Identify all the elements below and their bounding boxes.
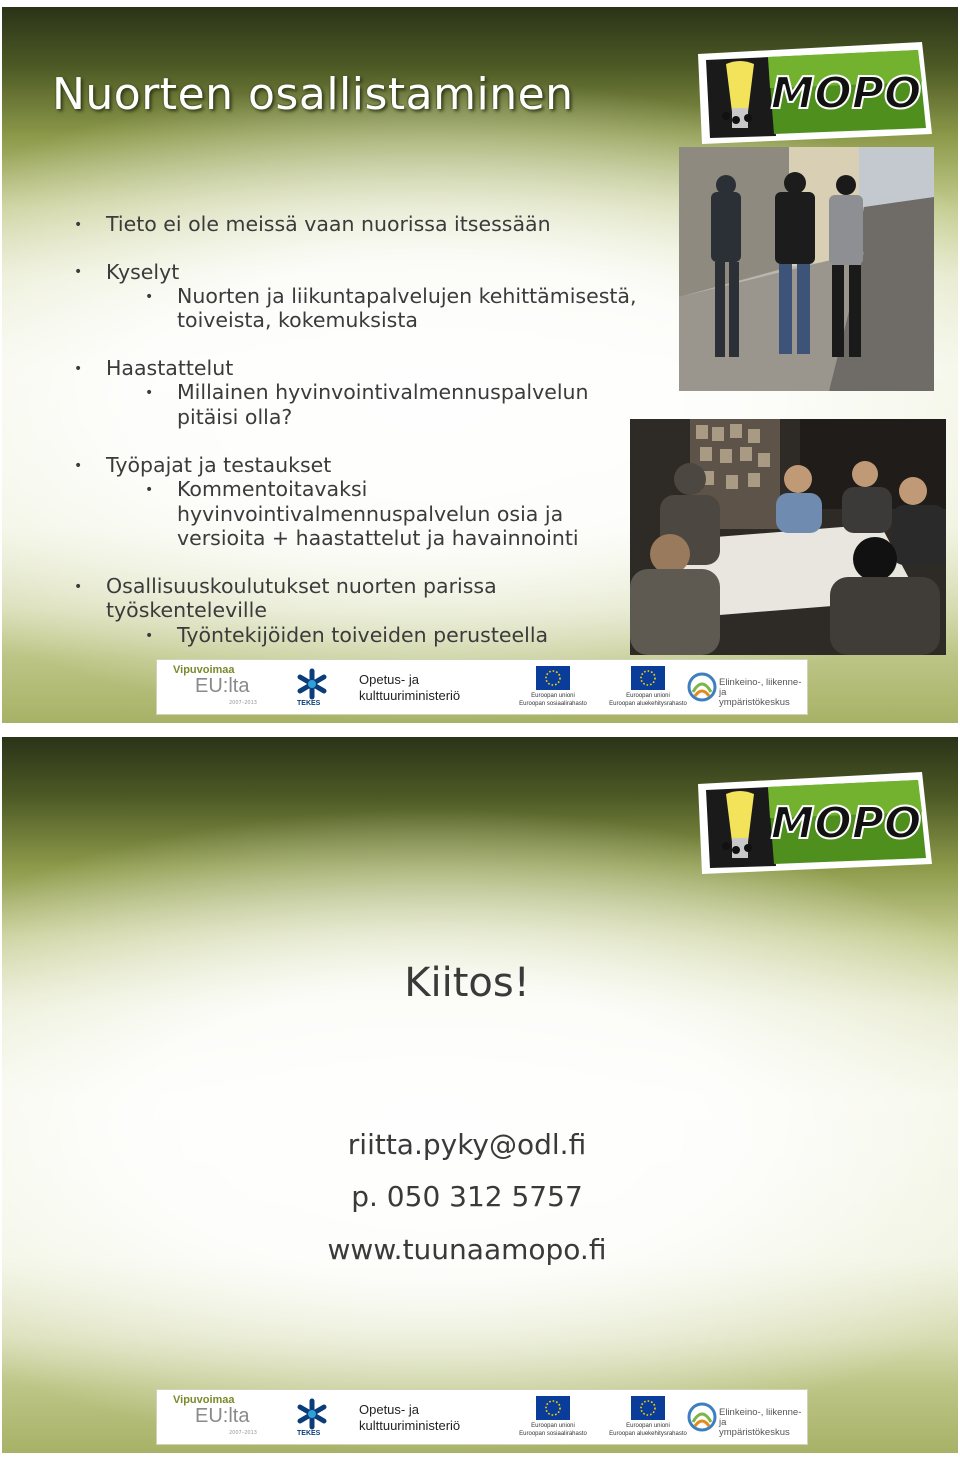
okm-line-2: kulttuuriministeriö [359, 1418, 461, 1433]
ely-centre-icon [687, 672, 717, 702]
workshop-photo [630, 419, 946, 655]
vipuvoimaa-label: Vipuvoimaa [173, 1394, 235, 1406]
bullet-item-cont: työskenteleville [106, 598, 267, 622]
sub-bullet-line: Työntekijöiden toiveiden perusteella [177, 623, 549, 647]
bullet-item: Osallisuuskoulutukset nuorten parissa [106, 574, 497, 598]
sub-bullet-line: Nuorten ja liikuntapalvelujen kehittämisestä, [177, 284, 637, 308]
bullet-dot: • [74, 264, 83, 280]
eu-regional-fund-label [603, 1422, 693, 1438]
okm-label [359, 672, 460, 704]
slide-2 [2, 737, 958, 1453]
eu-lta-label: EU:lta [195, 1405, 250, 1427]
contact-email: riitta.pyky@odl.fi [347, 1128, 587, 1161]
mopo-logo [696, 42, 932, 144]
vipuvoimaa-label: Vipuvoimaa [173, 664, 235, 676]
ely-centre-label [719, 1408, 807, 1438]
eu2-line-1: Euroopan unioni [626, 693, 670, 699]
years-label: 2007–2013 [229, 1430, 257, 1436]
eu-flag-icon [631, 666, 665, 690]
sponsor-logo-bar [156, 1389, 808, 1445]
eu-flag-icon [536, 1396, 570, 1420]
eu-flag-icon [536, 666, 570, 690]
bullet-dot: • [74, 217, 83, 233]
bullet-dot: • [74, 458, 83, 474]
sub-bullet-line: toiveista, kokemuksista [177, 308, 418, 332]
okm-line-2: kulttuuriministeriö [359, 688, 461, 703]
eu-social-fund-label [508, 692, 598, 708]
bullet-item: Haastattelut [106, 356, 234, 380]
tekes-star-icon [295, 1398, 329, 1430]
bullet-item: Työpajat ja testaukset [106, 453, 332, 477]
eu-flag-icon [631, 1396, 665, 1420]
eu2-line-1: Euroopan unioni [626, 1423, 670, 1429]
logo-text: MOPO [770, 798, 922, 849]
tekes-label: TEKES [297, 1430, 321, 1437]
ely-line-1: Elinkeino-, liikenne- ja [719, 1407, 802, 1428]
logo-text: MOPO [770, 68, 922, 119]
eu1-line-2: Euroopan sosiaalirahasto [519, 1431, 587, 1437]
eu1-line-2: Euroopan sosiaalirahasto [519, 701, 587, 707]
eu-lta-label: EU:lta [195, 675, 250, 697]
thank-you-heading: Kiitos! [404, 960, 530, 1006]
mopo-logo [696, 772, 932, 874]
years-label: 2007–2013 [229, 700, 257, 706]
sub-bullet-dot: • [145, 628, 154, 644]
okm-line-1: Opetus- ja [359, 1402, 419, 1417]
sub-bullet-dot: • [145, 385, 154, 401]
okm-line-1: Opetus- ja [359, 672, 419, 687]
ely-centre-icon [687, 1402, 717, 1432]
sub-bullet-line: Kommentoitavaksi [177, 477, 368, 501]
ely-line-2: ympäristökeskus [719, 697, 790, 708]
ely-line-1: Elinkeino-, liikenne- ja [719, 677, 802, 698]
bullet-item: Kyselyt [106, 260, 180, 284]
sub-bullet-line: versioita + haastattelut ja havainnointi [177, 526, 579, 550]
tekes-label: TEKES [297, 700, 321, 707]
sub-bullet-dot: • [145, 289, 154, 305]
bullet-item: Tieto ei ole meissä vaan nuorissa itsessään [106, 212, 551, 236]
okm-label [359, 1402, 460, 1434]
sponsor-logo-bar [156, 659, 808, 715]
contact-phone: p. 050 312 5757 [351, 1180, 583, 1213]
ely-line-2: ympäristökeskus [719, 1427, 790, 1438]
ely-centre-label [719, 678, 807, 708]
eu1-line-1: Euroopan unioni [531, 693, 575, 699]
eu2-line-2: Euroopan aluekehitysrahasto [609, 701, 687, 707]
bullet-dot: • [74, 361, 83, 377]
sub-bullet-line: pitäisi olla? [177, 405, 293, 429]
sub-bullet-dot: • [145, 482, 154, 498]
contact-website: www.tuunaamopo.fi [327, 1233, 607, 1266]
eu-regional-fund-label [603, 692, 693, 708]
slide-title: Nuorten osallistaminen [52, 69, 574, 120]
eu1-line-1: Euroopan unioni [531, 1423, 575, 1429]
bullet-dot: • [74, 579, 83, 595]
eu2-line-2: Euroopan aluekehitysrahasto [609, 1431, 687, 1437]
street-photo [679, 147, 934, 391]
sub-bullet-line: Millainen hyvinvointivalmennuspalvelun [177, 380, 589, 404]
eu-social-fund-label [508, 1422, 598, 1438]
slide-1 [2, 7, 958, 723]
sub-bullet-line: hyvinvointivalmennuspalvelun osia ja [177, 502, 564, 526]
tekes-star-icon [295, 668, 329, 700]
